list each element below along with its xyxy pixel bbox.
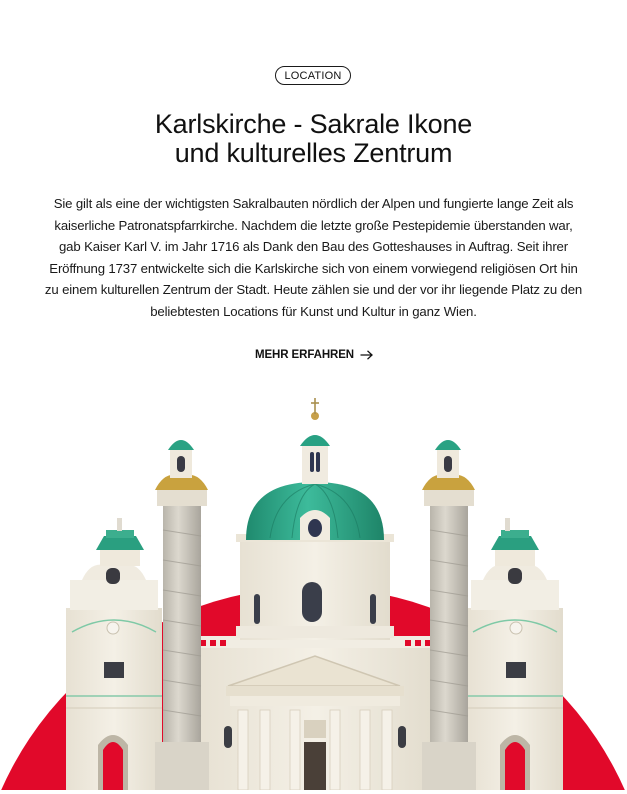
description-line: Eröffnung 1737 entwickelte sich die Karlskirche sich von einem vorwiegend religiösen Ort hin <box>49 260 578 276</box>
page-title <box>0 110 627 168</box>
description-paragraph <box>26 193 601 323</box>
description-line: beliebtesten Locations für Kunst und Kultur in ganz Wien. <box>150 303 477 319</box>
right-column <box>422 440 476 790</box>
description-line: kaiserliche Patronatspfarrkirche. Nachdem die letzte große Pestepidemie überstanden war, <box>54 217 573 233</box>
title-line-2: und kulturelles Zentrum <box>174 138 453 168</box>
location-badge: LOCATION <box>275 66 351 85</box>
arrow-right-icon <box>360 350 373 360</box>
hero-image-karlskirche <box>0 390 627 790</box>
more-info-link[interactable] <box>255 346 373 364</box>
description-line: zu einem kulturellen Zentrum der Stadt. Heute zählen sie und der vor ihr liegende Platz zu den <box>44 282 583 298</box>
description-line: Sie gilt als eine der wichtigsten Sakralbauten nördlich der Alpen und fungierte lange Zeit als <box>53 196 574 211</box>
left-wing <box>66 518 162 790</box>
dome <box>246 398 384 540</box>
title-line-1: Karlskirche - Sakrale Ikone <box>154 109 473 139</box>
more-info-label: MEHR ERFAHREN <box>255 349 355 361</box>
left-column <box>155 440 209 790</box>
description-line: gab Kaiser Karl V. im Jahr 1716 als Dank den Bau des Gotteshauses in Auftrag. Seit ihrer <box>59 239 568 255</box>
central-church <box>196 534 436 790</box>
right-wing <box>467 518 563 790</box>
